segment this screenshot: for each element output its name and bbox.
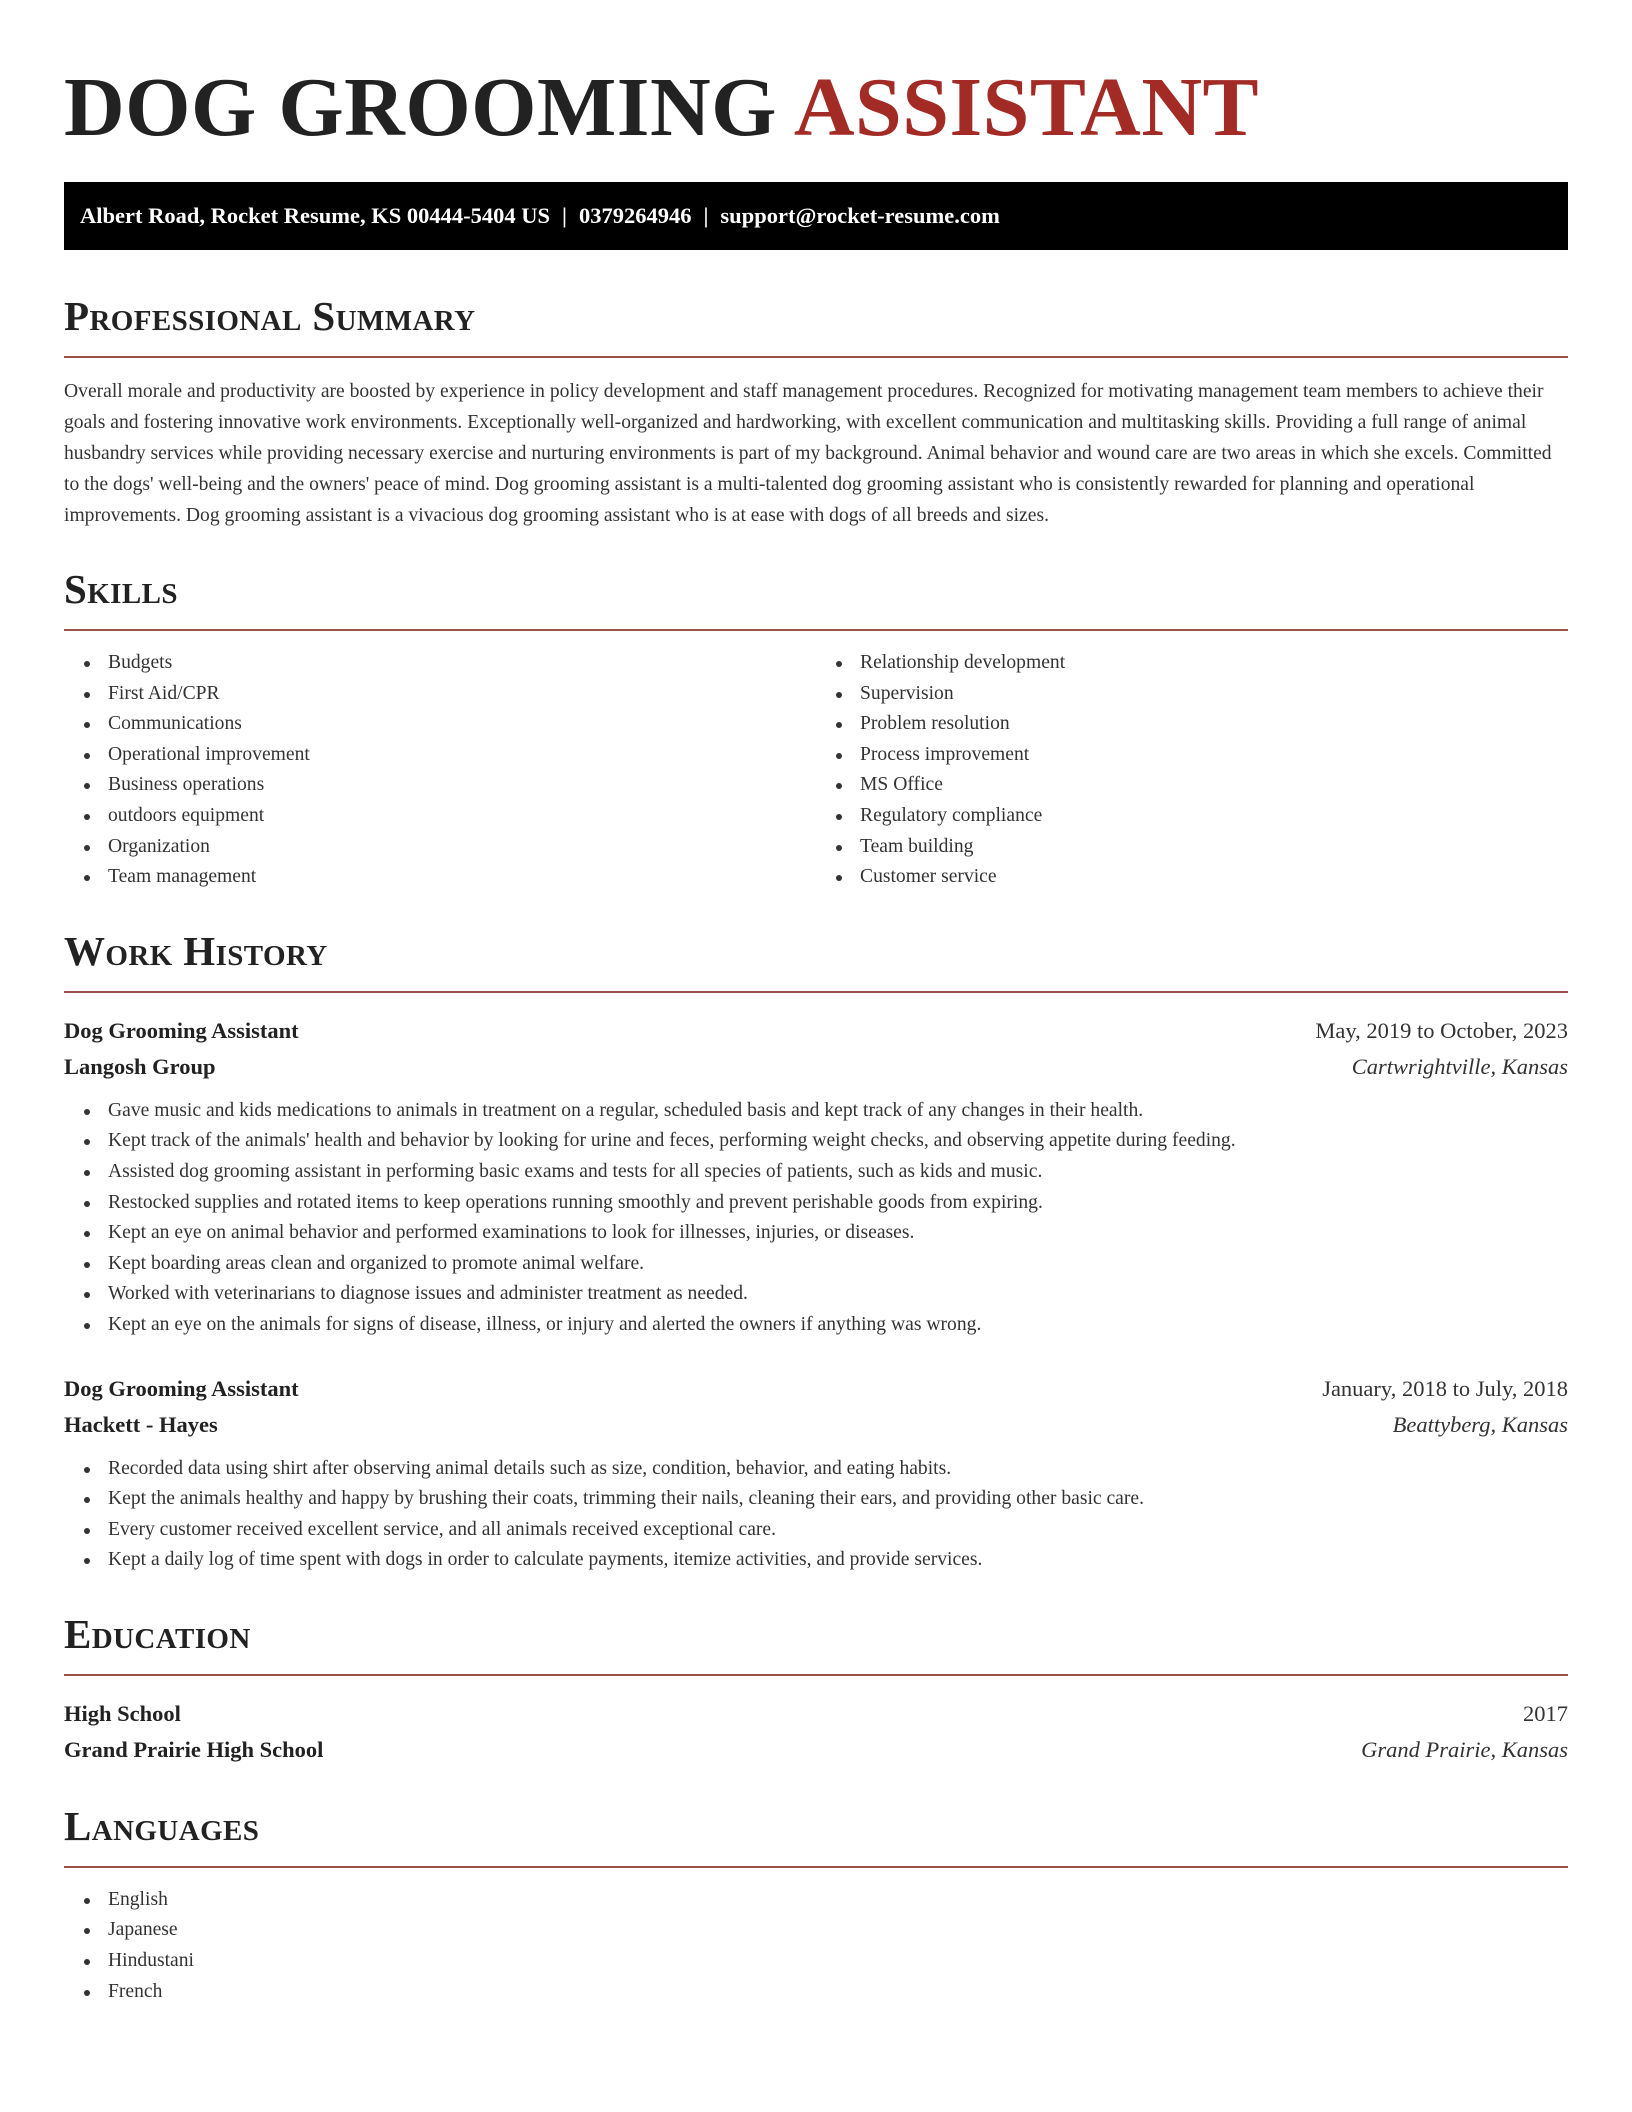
education-school: Grand Prairie High School — [64, 1736, 324, 1762]
contact-email: support@rocket-resume.com — [720, 203, 1000, 228]
job-duty: Kept the animals healthy and happy by brushing their coats, trimming their nails, cleaning their ears, and providing other basic care. — [108, 1484, 1568, 1515]
section-divider — [64, 356, 1568, 358]
contact-separator: | — [703, 203, 709, 228]
section-title: Professional Summary — [64, 293, 476, 339]
name-first: DOG GROOMING — [64, 61, 777, 154]
work-history-section — [64, 927, 1568, 1576]
skill-item: outdoors equipment — [108, 801, 816, 832]
resume-name — [64, 61, 1568, 154]
job-duty: Kept boarding areas clean and organized to promote animal welfare. — [108, 1249, 1568, 1280]
job-entry — [64, 1013, 1568, 1341]
skills-list-left — [64, 648, 816, 893]
section-title: Languages — [64, 1802, 260, 1849]
education-section — [64, 1610, 1568, 1768]
contact-phone: 0379264946 — [578, 203, 692, 228]
job-duty: Kept an eye on the animals for signs of disease, illness, or injury and alerted the owners if anything was wrong. — [108, 1310, 1568, 1341]
job-dates: May, 2019 to October, 2023 — [1315, 1017, 1568, 1043]
job-entry — [64, 1371, 1568, 1576]
languages-section — [64, 1802, 1568, 2007]
skill-item: Communications — [108, 709, 816, 740]
skills-list-right — [816, 648, 1568, 893]
skills-section — [64, 566, 1568, 893]
job-duty: Kept track of the animals' health and behavior by looking for urine and feces, performing weight checks, and observing appetite during feeding. — [108, 1126, 1568, 1157]
summary-text: Overall morale and productivity are boosted by experience in policy development and staff management procedures. Recognized for motivating management team members to achieve their goals and fostering innovative work environments. Exceptionally well-organized and hardworking, with excellent communication and multitasking skills. Providing a full range of animal husbandry services while providing necessary exercise and nurturing environments is part of my background. Animal behavior and wound care are two areas in which she excels. Committed to the dogs' well-being and the owners' peace of mind. Dog grooming assistant is a multi-talented dog grooming assistant who is consistently rewarded for planning and operational improvements. Dog grooming assistant is a vivacious dog grooming assistant who is at ease with dogs of all breeds and sizes. — [64, 381, 1552, 526]
contact-bar — [64, 182, 1568, 250]
job-duties — [64, 1096, 1568, 1341]
education-year: 2017 — [1523, 1700, 1568, 1726]
job-company: Hackett - Hayes — [64, 1411, 218, 1437]
skill-item: Team building — [860, 832, 1568, 863]
job-duty: Every customer received excellent service, and all animals received exceptional care. — [108, 1515, 1568, 1546]
job-title-row — [64, 1371, 1568, 1407]
language-item: Japanese — [108, 1915, 1568, 1946]
skill-item: Organization — [108, 832, 816, 863]
skill-item: Team management — [108, 862, 816, 893]
job-duty: Recorded data using shirt after observing animal details such as size, condition, behavior, and eating habits. — [108, 1454, 1568, 1485]
section-divider — [64, 1674, 1568, 1676]
job-title-row — [64, 1013, 1568, 1049]
job-duty: Gave music and kids medications to animals in treatment on a regular, scheduled basis and kept track of any changes in their health. — [108, 1096, 1568, 1127]
name-last: ASSISTANT — [793, 61, 1260, 154]
skill-item: Supervision — [860, 679, 1568, 710]
section-title: Work History — [64, 927, 328, 974]
skill-item: Operational improvement — [108, 740, 816, 771]
skill-item: Budgets — [108, 648, 816, 679]
skill-item: Customer service — [860, 862, 1568, 893]
job-duty: Assisted dog grooming assistant in performing basic exams and tests for all species of patients, such as kids and music. — [108, 1157, 1568, 1188]
skill-item: First Aid/CPR — [108, 679, 816, 710]
job-dates: January, 2018 to July, 2018 — [1322, 1375, 1568, 1401]
job-company-row — [64, 1049, 1568, 1085]
job-location: Cartwrightville, Kansas — [1351, 1053, 1568, 1079]
skill-item: Relationship development — [860, 648, 1568, 679]
education-entry — [64, 1696, 1568, 1768]
language-item: French — [108, 1977, 1568, 2008]
education-school-row — [64, 1732, 1568, 1768]
skill-item: Regulatory compliance — [860, 801, 1568, 832]
contact-address: Albert Road, Rocket Resume, KS 00444-5404 US — [80, 203, 550, 228]
job-location: Beattyberg, Kansas — [1392, 1411, 1568, 1437]
summary-section — [64, 293, 1568, 531]
job-duty: Kept an eye on animal behavior and performed examinations to look for illnesses, injuries, or diseases. — [108, 1218, 1568, 1249]
skill-item: Process improvement — [860, 740, 1568, 771]
languages-list — [64, 1885, 1568, 2007]
job-duties — [64, 1454, 1568, 1576]
contact-separator: | — [561, 203, 567, 228]
job-company: Langosh Group — [64, 1053, 216, 1079]
skill-item: MS Office — [860, 770, 1568, 801]
education-degree: High School — [64, 1700, 181, 1726]
skill-item: Business operations — [108, 770, 816, 801]
job-duty: Restocked supplies and rotated items to keep operations running smoothly and prevent perishable goods from expiring. — [108, 1188, 1568, 1219]
skills-grid — [64, 631, 1568, 893]
skill-item: Problem resolution — [860, 709, 1568, 740]
education-degree-row — [64, 1696, 1568, 1732]
education-location: Grand Prairie, Kansas — [1361, 1736, 1568, 1762]
job-position: Dog Grooming Assistant — [64, 1017, 299, 1043]
job-company-row — [64, 1407, 1568, 1443]
job-position: Dog Grooming Assistant — [64, 1375, 299, 1401]
language-item: English — [108, 1885, 1568, 1916]
job-duty: Kept a daily log of time spent with dogs in order to calculate payments, itemize activities, and provide services. — [108, 1545, 1568, 1576]
language-item: Hindustani — [108, 1946, 1568, 1977]
section-title: Skills — [64, 566, 178, 612]
section-divider — [64, 991, 1568, 993]
section-title: Education — [64, 1610, 251, 1657]
section-divider — [64, 1866, 1568, 1868]
job-duty: Worked with veterinarians to diagnose issues and administer treatment as needed. — [108, 1279, 1568, 1310]
